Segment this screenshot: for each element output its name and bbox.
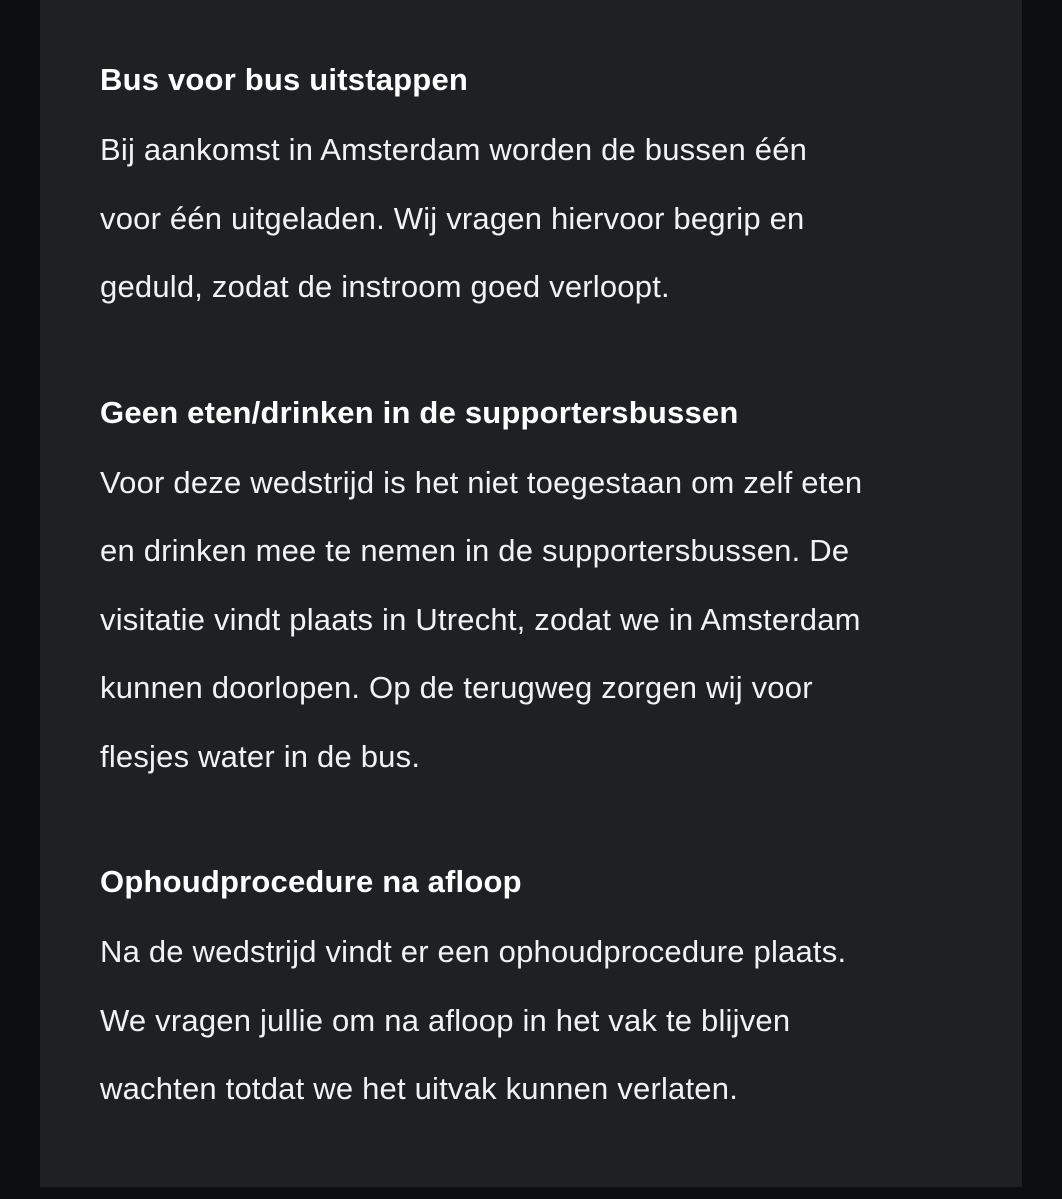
text-line: Bij aankomst in Amsterdam worden de bussen één: [100, 132, 808, 167]
text-line: kunnen doorlopen. Op de terugweg zorgen wij voor: [100, 670, 813, 705]
announcement-card: [40, 0, 1022, 1187]
section-hold-procedure: [100, 860, 1022, 1124]
text-line: We vragen jullie om na afloop in het vak te blijven: [100, 1002, 791, 1038]
section-heading: Bus voor bus uitstappen: [100, 62, 469, 97]
section-heading: Ophoudprocedure na afloop: [100, 864, 522, 899]
section-heading: Geen eten/drinken in de supportersbussen: [100, 394, 739, 430]
section-body: [100, 918, 1022, 1124]
section-bus-unloading: [100, 58, 1022, 322]
text-line: flesjes water in de bus.: [100, 738, 421, 774]
text-line: visitatie vindt plaats in Utrecht, zodat we in Amsterdam: [100, 601, 861, 637]
section-no-food-drinks: [100, 391, 1022, 792]
text-line: geduld, zodat de instroom goed verloopt.: [100, 269, 670, 304]
text-line: voor één uitgeladen. Wij vragen hiervoor begrip en: [100, 200, 805, 236]
section-body: [100, 449, 1022, 792]
text-line: en drinken mee te nemen in de supportersbussen. De: [100, 533, 850, 568]
text-line: Voor deze wedstrijd is het niet toegestaan om zelf eten: [100, 464, 863, 500]
section-body: [100, 116, 1022, 322]
text-line: Na de wedstrijd vindt er een ophoudprocedure plaats.: [100, 934, 847, 969]
text-line: wachten totdat we het uitvak kunnen verlaten.: [100, 1071, 739, 1106]
